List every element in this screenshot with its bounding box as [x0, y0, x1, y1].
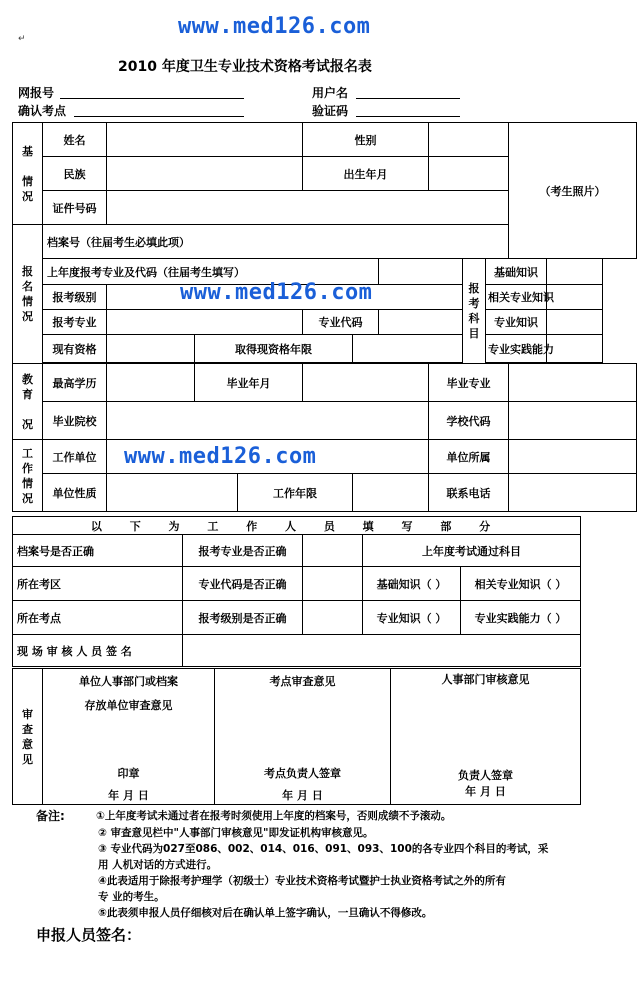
level-ok-label: 报考级别是否正确 [183, 601, 303, 635]
qualification-label: 现有资格 [43, 335, 107, 363]
years-value[interactable] [353, 474, 429, 512]
file-no-label: 档案号（往届考生必填此项） [43, 225, 509, 259]
photo-label: （考生照片） [539, 184, 606, 198]
section-work: 工 作 情 况 [13, 440, 43, 512]
ethnicity-label: 民族 [43, 157, 107, 191]
file-ok-label: 档案号是否正确 [13, 535, 183, 567]
review-unit-date: 年 月 日 [108, 789, 149, 802]
staff-table [12, 516, 581, 667]
review-hr-title: 人事部门审核意见 [441, 673, 530, 686]
note-3a: ③ 专业代码为027至086、002、014、016、091、093、100的各专业四个科目的考试，采 [98, 843, 549, 855]
review-table [12, 668, 581, 805]
phone-label: 联系电话 [429, 474, 509, 512]
major-ok-label: 报考专业是否正确 [183, 535, 303, 567]
subject-related-check[interactable] [547, 285, 603, 310]
ethnicity-value[interactable] [107, 157, 303, 191]
school-value[interactable] [107, 402, 429, 440]
id-no-value[interactable] [107, 191, 509, 225]
photo-box[interactable] [509, 123, 637, 259]
major-code-value[interactable] [379, 310, 463, 335]
last-year-value[interactable] [379, 259, 463, 285]
note-4b: 专 业的考生。 [98, 891, 165, 903]
location-label: 单位所属 [429, 440, 509, 474]
note-5: ⑤此表须申报人员仔细核对后在确认单上签字确认，一旦确认不得修改。 [98, 907, 433, 919]
section-education: 教 育 况 [13, 364, 43, 440]
subject-practice-check[interactable] [547, 335, 603, 363]
note-1: ①上年度考试未通过者在报考时须使用上年度的档案号，否则成绩不予滚动。 [96, 810, 452, 822]
site-label: 所在考点 [13, 601, 183, 635]
review-unit-seal: 印章 [117, 767, 140, 780]
subject-basic: 基础知识 [486, 259, 547, 285]
note-2: ② 审查意见栏中"人事部门审核意见"即发证机构审核意见。 [98, 827, 374, 839]
review-hr-sign: 负责人签章 [458, 769, 513, 782]
form-title: 2010 年度卫生专业技术资格考试报名表 [118, 59, 372, 75]
note-3b: 用 人机对话的方式进行。 [98, 859, 218, 871]
level-ok-value[interactable] [303, 601, 363, 635]
last-year-label: 上年度报考专业及代码（往届考生填写） [43, 259, 379, 285]
school-label: 毕业院校 [43, 402, 107, 440]
review-unit-title-b: 存放单位审查意见 [84, 699, 173, 712]
grad-date-label: 毕业年月 [195, 364, 303, 402]
major-value[interactable] [107, 310, 303, 335]
review-unit-title-a: 单位人事部门或档案 [79, 675, 178, 688]
subject-basic-check[interactable] [547, 259, 603, 285]
gender-label: 性别 [303, 123, 429, 157]
review-site[interactable] [215, 669, 391, 805]
net-no-line[interactable] [60, 98, 244, 99]
code-ok-label: 专业代码是否正确 [183, 567, 303, 601]
subject-major-check[interactable] [547, 310, 603, 335]
grad-date-value[interactable] [303, 364, 429, 402]
major-code-label: 专业代码 [303, 310, 379, 335]
degree-label: 最高学历 [43, 364, 107, 402]
verify-code-label: 验证码 [312, 104, 349, 118]
qual-year-value[interactable] [353, 335, 463, 363]
area-label: 所在考区 [13, 567, 183, 601]
name-value[interactable] [107, 123, 303, 157]
username-line[interactable] [356, 98, 460, 99]
basic-k-check[interactable]: 基础知识（ ） [363, 567, 461, 601]
subject-major: 专业知识 [486, 310, 547, 335]
phone-value[interactable] [509, 474, 637, 512]
location-value[interactable] [509, 440, 637, 474]
id-no-label: 证件号码 [43, 191, 107, 225]
degree-value[interactable] [107, 364, 195, 402]
section-subjects: 报 考 科 目 [463, 259, 486, 364]
section-basic-info: 基 情 况 [13, 123, 43, 225]
review-hr[interactable] [391, 669, 581, 805]
note-4a: ④此表适用于除报考护理学（初级士）专业技术资格考试暨护士执业资格考试之外的所有 [98, 875, 506, 887]
review-unit[interactable] [43, 669, 215, 805]
username-label: 用户名 [312, 86, 349, 100]
watermark-top: www.med126.com [178, 14, 371, 39]
name-label: 姓名 [43, 123, 107, 157]
level-label: 报考级别 [43, 285, 107, 310]
notes-label: 备注: [36, 809, 65, 823]
registration-table [12, 122, 637, 512]
watermark-middle: www.med126.com [180, 280, 373, 305]
birth-value[interactable] [429, 157, 509, 191]
birth-label: 出生年月 [303, 157, 429, 191]
review-site-title: 考点审查意见 [269, 675, 336, 688]
practice-k-check[interactable]: 专业实践能力（ ） [461, 601, 581, 635]
signer-label: 申报人员签名： [36, 926, 142, 944]
exam-site-line[interactable] [74, 116, 244, 117]
qual-year-label: 取得现资格年限 [195, 335, 353, 363]
section-apply-info: 报 名 情 况 [13, 225, 43, 364]
subject-related: 相关专业知识 [486, 285, 547, 310]
grad-major-label: 毕业专业 [429, 364, 509, 402]
nature-value[interactable] [107, 474, 238, 512]
related-k-check[interactable]: 相关专业知识（ ） [461, 567, 581, 601]
verify-code-line[interactable] [356, 116, 460, 117]
staff-section-title: 以 下 为 工 作 人 员 填 写 部 分 [13, 517, 581, 535]
qualification-value[interactable] [107, 335, 195, 363]
employer-label: 工作单位 [43, 440, 107, 474]
review-site-date: 年 月 日 [282, 789, 323, 802]
major-ok-value[interactable] [303, 535, 363, 567]
review-site-sign: 考点负责人签章 [264, 767, 341, 780]
major-label: 报考专业 [43, 310, 107, 335]
onsite-sign-label: 现 场 审 核 人 员 签 名 [13, 635, 183, 667]
net-no-label: 网报号 [18, 86, 55, 100]
nature-label: 单位性质 [43, 474, 107, 512]
subject-practice: 专业实践能力 [486, 335, 547, 363]
review-hr-date: 年 月 日 [465, 785, 506, 798]
paragraph-mark-icon: ↵ [18, 34, 26, 44]
major-k-check[interactable]: 专业知识（ ） [363, 601, 461, 635]
school-code-value[interactable] [509, 402, 637, 440]
notes-block [36, 808, 596, 920]
code-ok-value[interactable] [303, 567, 363, 601]
passed-label: 上年度考试通过科目 [363, 535, 581, 567]
watermark-lower: www.med126.com [124, 444, 317, 469]
onsite-sign-value[interactable] [183, 635, 581, 667]
school-code-label: 学校代码 [429, 402, 509, 440]
years-label: 工作年限 [238, 474, 353, 512]
section-review: 审 查 意 见 [13, 669, 43, 805]
gender-value[interactable] [429, 123, 509, 157]
grad-major-value[interactable] [509, 364, 637, 402]
exam-site-label: 确认考点 [18, 104, 67, 118]
